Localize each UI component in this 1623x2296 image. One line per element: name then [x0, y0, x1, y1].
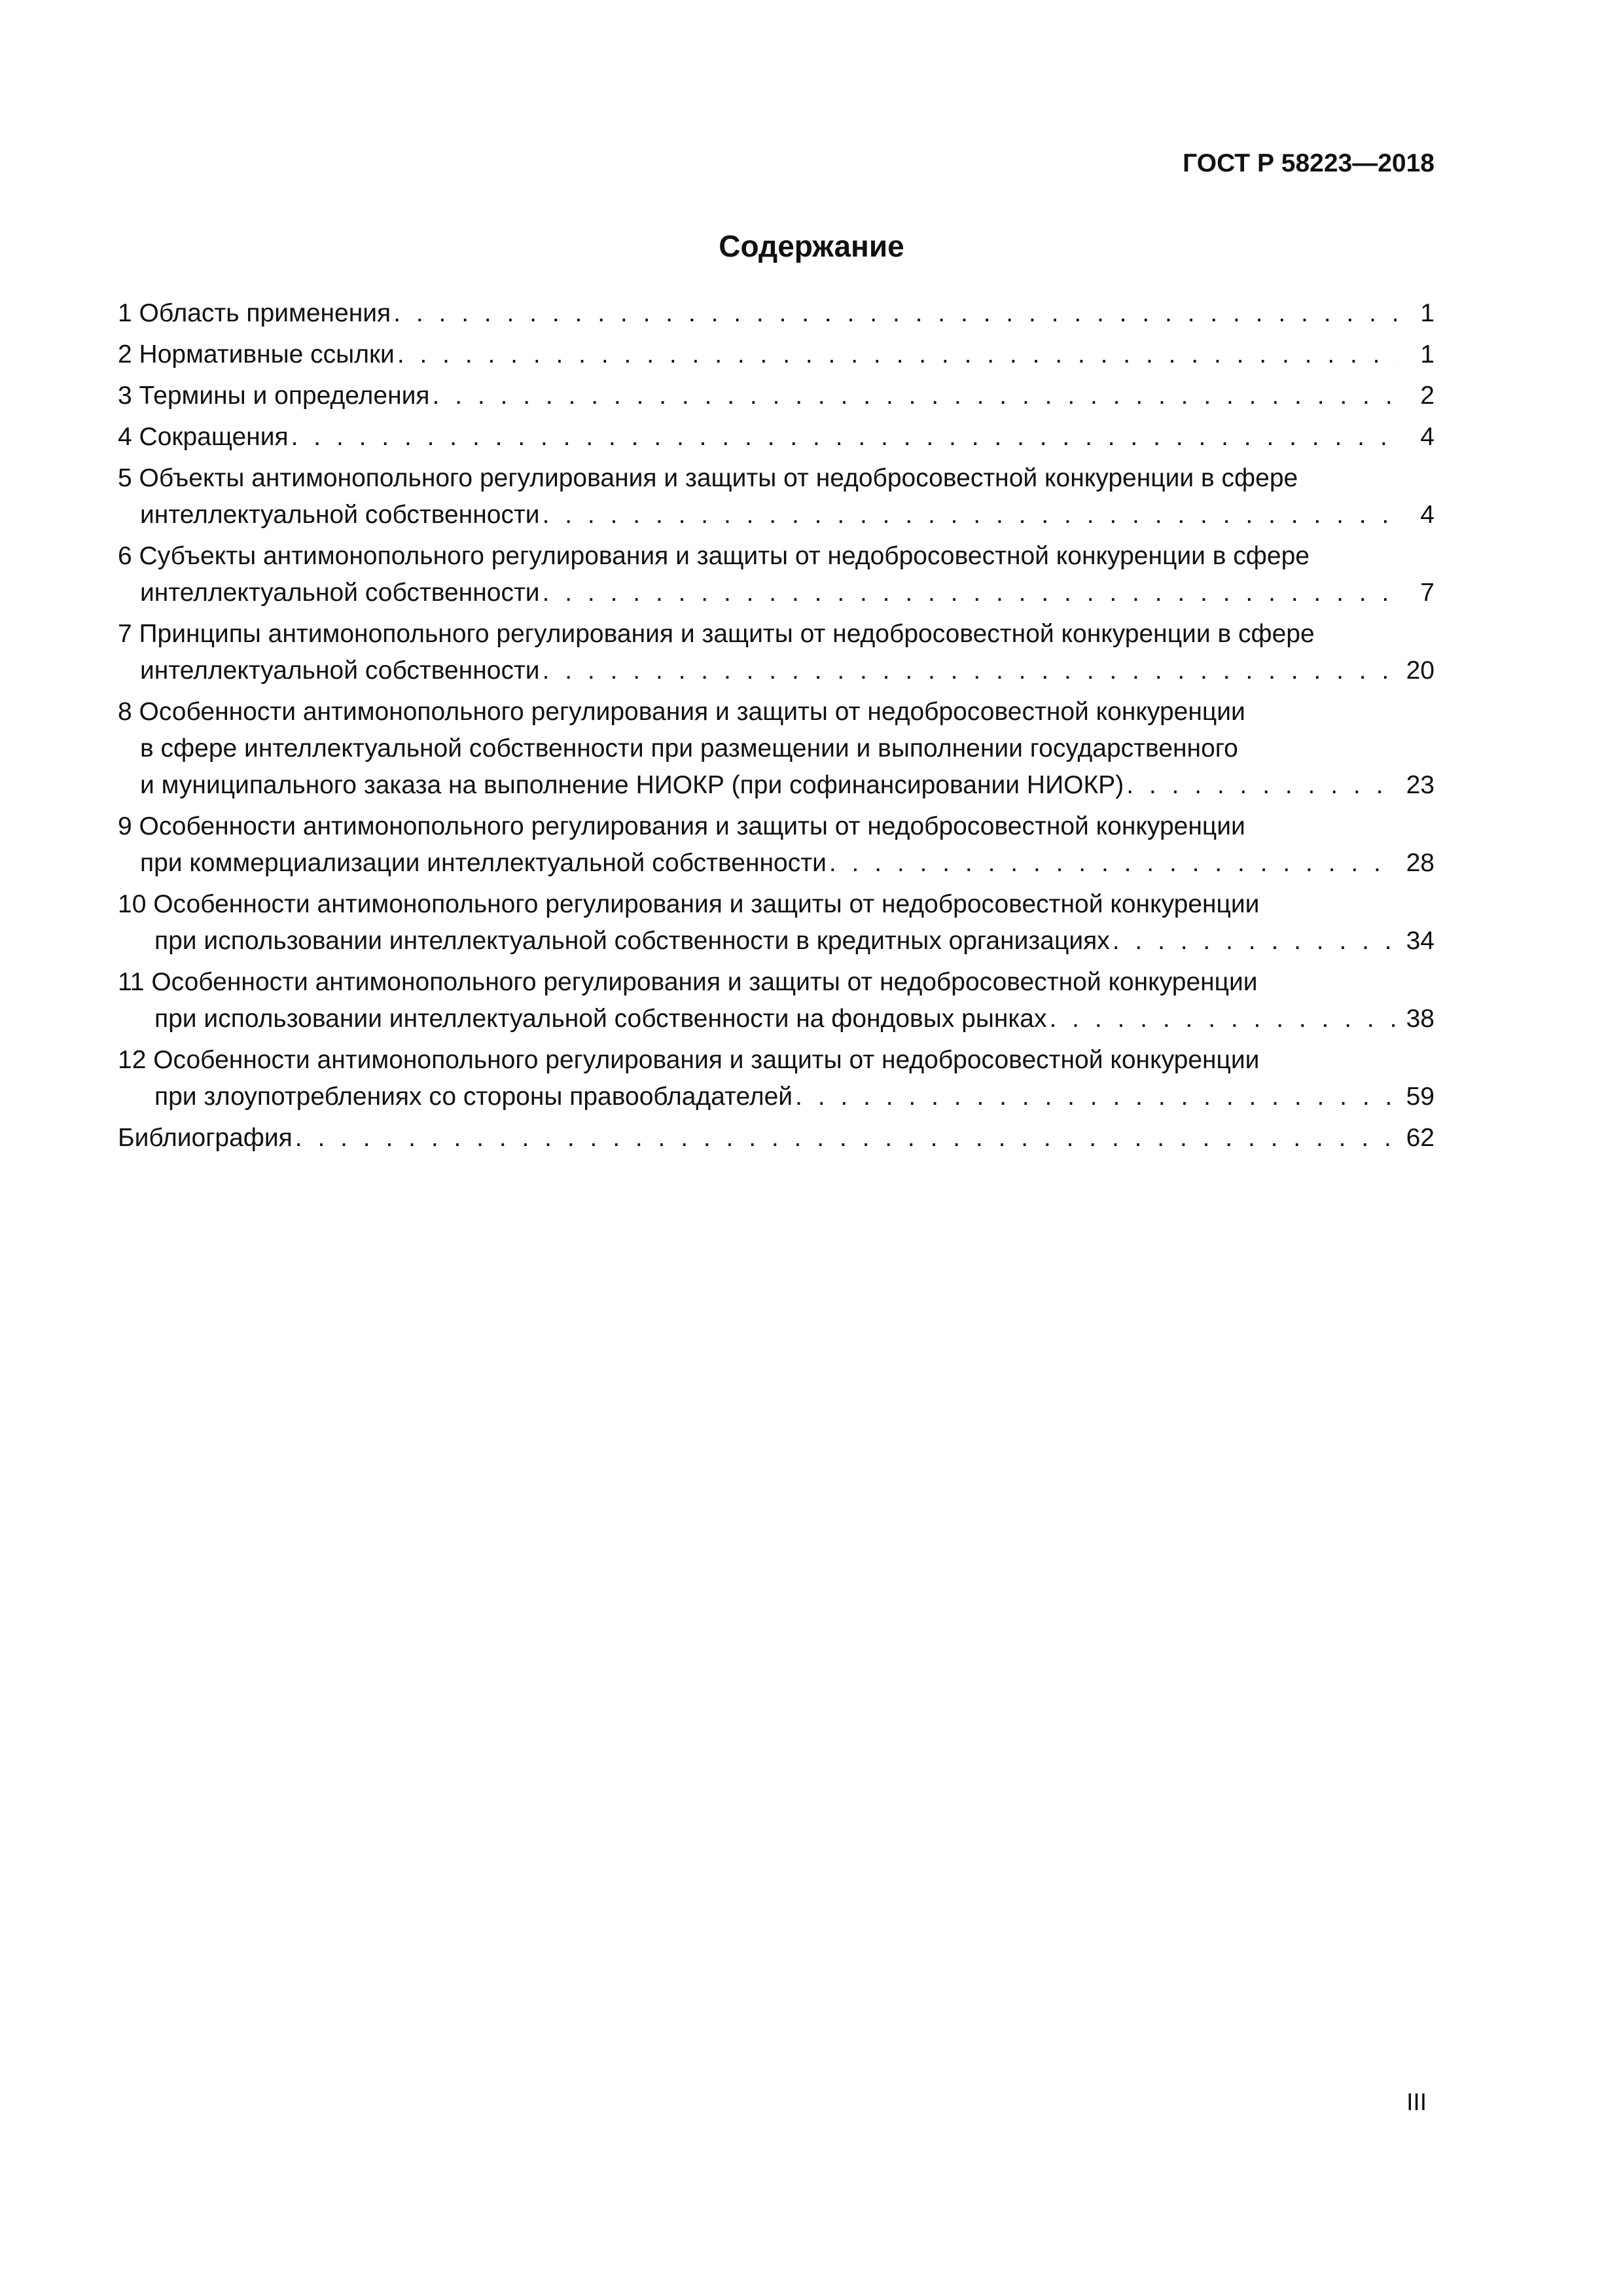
toc-entry-text: 4 Сокращения: [118, 423, 289, 451]
dot-leader: [293, 1120, 1398, 1157]
toc-entry[interactable]: [118, 616, 1435, 689]
toc-entry[interactable]: [118, 378, 1435, 414]
toc-page-number: 59: [1406, 1083, 1435, 1111]
toc-entry[interactable]: [118, 295, 1435, 332]
toc-page-number: 1: [1420, 299, 1435, 327]
dot-leader: [1110, 923, 1398, 960]
toc-entry-text: при коммерциализации интеллектуальной собственности: [140, 849, 827, 877]
dot-leader: [827, 845, 1398, 882]
toc-entry-text: 11 Особенности антимонопольного регулирования и защиты от недобросовестной конкуренции: [118, 968, 1258, 996]
toc-entry[interactable]: [118, 419, 1435, 456]
toc-page-number: 23: [1406, 771, 1435, 799]
dot-leader: [395, 336, 1398, 373]
toc-entry-text: 10 Особенности антимонопольного регулирования и защиты от недобросовестной конкуренции: [118, 890, 1260, 918]
toc-entry-text: 3 Термины и определения: [118, 382, 430, 410]
toc-page-number: 20: [1406, 656, 1435, 685]
toc-page-number: 4: [1420, 501, 1435, 529]
toc-entry-text: 8 Особенности антимонопольного регулирования и защиты от недобросовестной конкуренции: [118, 698, 1245, 726]
dot-leader: [1124, 767, 1398, 804]
toc-entry-text: при использовании интеллектуальной собственности на фондовых рынках: [154, 1005, 1047, 1033]
dot-leader: [1047, 1001, 1399, 1037]
dot-leader: [540, 497, 1398, 533]
toc-page-number: 1: [1420, 340, 1435, 368]
dot-leader: [540, 575, 1398, 611]
toc-entry-text: 6 Субъекты антимонопольного регулирования и защиты от недобросовестной конкуренции в сфере: [118, 542, 1310, 570]
table-of-contents: [118, 295, 1435, 1161]
dot-leader: [540, 653, 1398, 689]
toc-page-number: 28: [1406, 849, 1435, 877]
toc-page-number: 62: [1406, 1124, 1435, 1152]
toc-entry-text: 1 Область применения: [118, 299, 391, 327]
toc-entry-text: интеллектуальной собственности: [140, 501, 540, 529]
toc-entry-text: интеллектуальной собственности: [140, 656, 540, 685]
toc-entry-text: 5 Объекты антимонопольного регулирования и защиты от недобросовестной конкуренции в сфере: [118, 464, 1298, 492]
toc-entry[interactable]: [118, 538, 1435, 611]
toc-entry[interactable]: [118, 1120, 1435, 1157]
toc-entry-text: и муниципального заказа на выполнение НИОКР (при софинансировании НИОКР): [140, 771, 1124, 799]
toc-entry-text: 9 Особенности антимонопольного регулирования и защиты от недобросовестной конкуренции: [118, 812, 1245, 840]
toc-entry-text: 7 Принципы антимонопольного регулирования и защиты от недобросовестной конкуренции в сфере: [118, 620, 1315, 648]
toc-page-number: 7: [1420, 579, 1435, 607]
toc-entry[interactable]: [118, 808, 1435, 882]
toc-entry-text: 2 Нормативные ссылки: [118, 340, 395, 368]
dot-leader: [793, 1079, 1398, 1115]
toc-entry-text: при использовании интеллектуальной собственности в кредитных организациях: [154, 927, 1110, 955]
toc-title: Содержание: [719, 229, 904, 263]
toc-entry-text: в сфере интеллектуальной собственности при размещении и выполнении государственного: [140, 734, 1238, 762]
toc-entry[interactable]: [118, 460, 1435, 533]
toc-entry-text: Библиография: [118, 1124, 293, 1152]
dot-leader: [289, 419, 1398, 456]
toc-entry-text: интеллектуальной собственности: [140, 579, 540, 607]
toc-entry[interactable]: [118, 694, 1435, 804]
toc-entry[interactable]: [118, 336, 1435, 373]
toc-page-number: 34: [1406, 927, 1435, 955]
page-number: III: [1406, 2089, 1427, 2115]
toc-page-number: 38: [1406, 1005, 1435, 1033]
toc-entry-text: 12 Особенности антимонопольного регулирования и защиты от недобросовестной конкуренции: [118, 1046, 1260, 1074]
toc-entry-text: при злоупотреблениях со стороны правообладателей: [154, 1083, 793, 1111]
toc-entry[interactable]: [118, 1042, 1435, 1115]
dot-leader: [430, 378, 1398, 414]
toc-entry[interactable]: [118, 964, 1435, 1037]
dot-leader: [391, 295, 1398, 332]
toc-page-number: 4: [1420, 423, 1435, 451]
toc-entry[interactable]: [118, 886, 1435, 960]
toc-page-number: 2: [1420, 382, 1435, 410]
document-code: ГОСТ Р 58223—2018: [1183, 149, 1435, 177]
